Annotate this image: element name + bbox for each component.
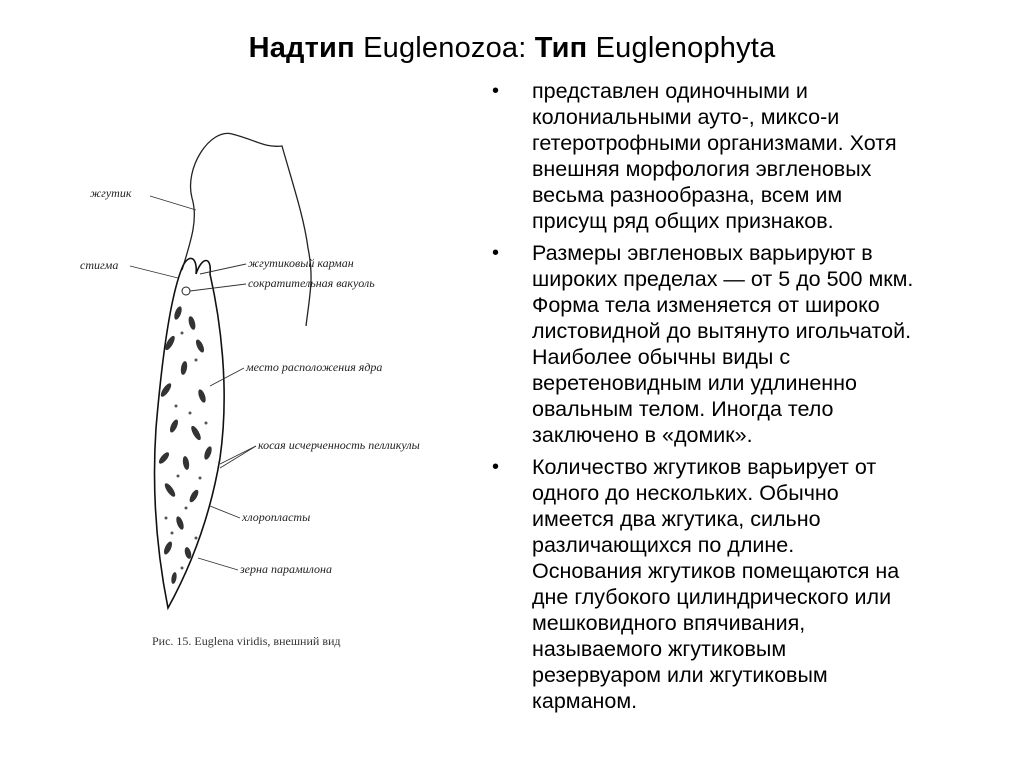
bullet-line: присущ ряд общих признаков.	[532, 209, 834, 233]
bullet-line: овальным телом. Иногда тело	[532, 397, 834, 421]
label-contractile-vacuole: сократительная вакуоль	[248, 276, 375, 290]
bullet-line: одного до нескольких. Обычно	[532, 481, 839, 505]
bullet-line: веретеновидным или удлиненно	[532, 371, 857, 395]
bullet-list	[490, 78, 990, 720]
page-title	[0, 32, 1024, 65]
flagellum-line	[182, 133, 311, 326]
bullet-line: имеется два жгутика, сильно	[532, 507, 821, 531]
bullet-line: называемого жгутиковым	[532, 637, 787, 661]
bullet-item-3	[490, 454, 990, 714]
title-bold-2: Тип	[534, 32, 588, 64]
bullet-marker: •	[492, 456, 500, 478]
bullet-item-1	[490, 78, 990, 234]
bullet-line: Количество жгутиков варьирует от	[532, 455, 877, 479]
bullet-line: листовидной до вытянуто игольчатой.	[532, 319, 912, 343]
bullet-line: Основания жгутиков помещаются на	[532, 559, 900, 583]
label-pellicle: косая исчерченность пелликулы	[258, 438, 420, 452]
bullet-line: различающихся по длине.	[532, 533, 795, 557]
bullet-line: заключено в «домик».	[532, 423, 753, 447]
bullet-line: карманом.	[532, 689, 638, 713]
euglena-figure	[70, 128, 490, 668]
leader-lines	[130, 196, 256, 570]
label-flagellum: жгутик	[90, 186, 132, 200]
label-paramylon: зерна парамилона	[240, 562, 332, 576]
title-plain-2: Euglenophyta	[595, 32, 776, 64]
bullet-line: колониальными ауто-, миксо-и	[532, 105, 840, 129]
bullet-line: резервуаром или жгутиковым	[532, 663, 828, 687]
bullet-line: Размеры эвгленовых варьируют в	[532, 241, 873, 265]
bullet-line: дне глубокого цилиндрического или	[532, 585, 892, 609]
label-stigma: стигма	[80, 258, 119, 272]
bullet-line: гетеротрофными организмами. Хотя	[532, 131, 897, 155]
bullet-line: широких пределах — от 5 до 500 мкм.	[532, 267, 914, 291]
bullet-item-2	[490, 240, 990, 448]
bullet-line: весьма разнообразна, всем им	[532, 183, 843, 207]
label-flagellar-pocket: жгутиковый карман	[248, 256, 354, 270]
title-bold-1: Надтип	[248, 32, 355, 64]
bullet-marker: •	[492, 242, 500, 264]
bullet-line: Форма тела изменяется от широко	[532, 293, 880, 317]
chloroplasts-group	[157, 305, 213, 584]
label-chloroplasts: хлоропласты	[242, 510, 311, 524]
bullet-line: Наиболее обычны виды с	[532, 345, 791, 369]
vacuole-circle	[182, 287, 190, 295]
title-plain-1: Euglenozoa:	[363, 32, 527, 64]
bullet-line: мешковидного впячивания,	[532, 611, 806, 635]
figure-caption: Рис. 15. Euglena viridis, внешний вид	[152, 634, 341, 648]
bullet-line: внешняя морфология эвгленовых	[532, 157, 872, 181]
bullet-marker: •	[492, 80, 500, 102]
euglena-drawing	[70, 128, 490, 668]
bullet-line: представлен одиночными и	[532, 79, 808, 103]
label-nucleus-location: место расположения ядра	[246, 360, 383, 374]
